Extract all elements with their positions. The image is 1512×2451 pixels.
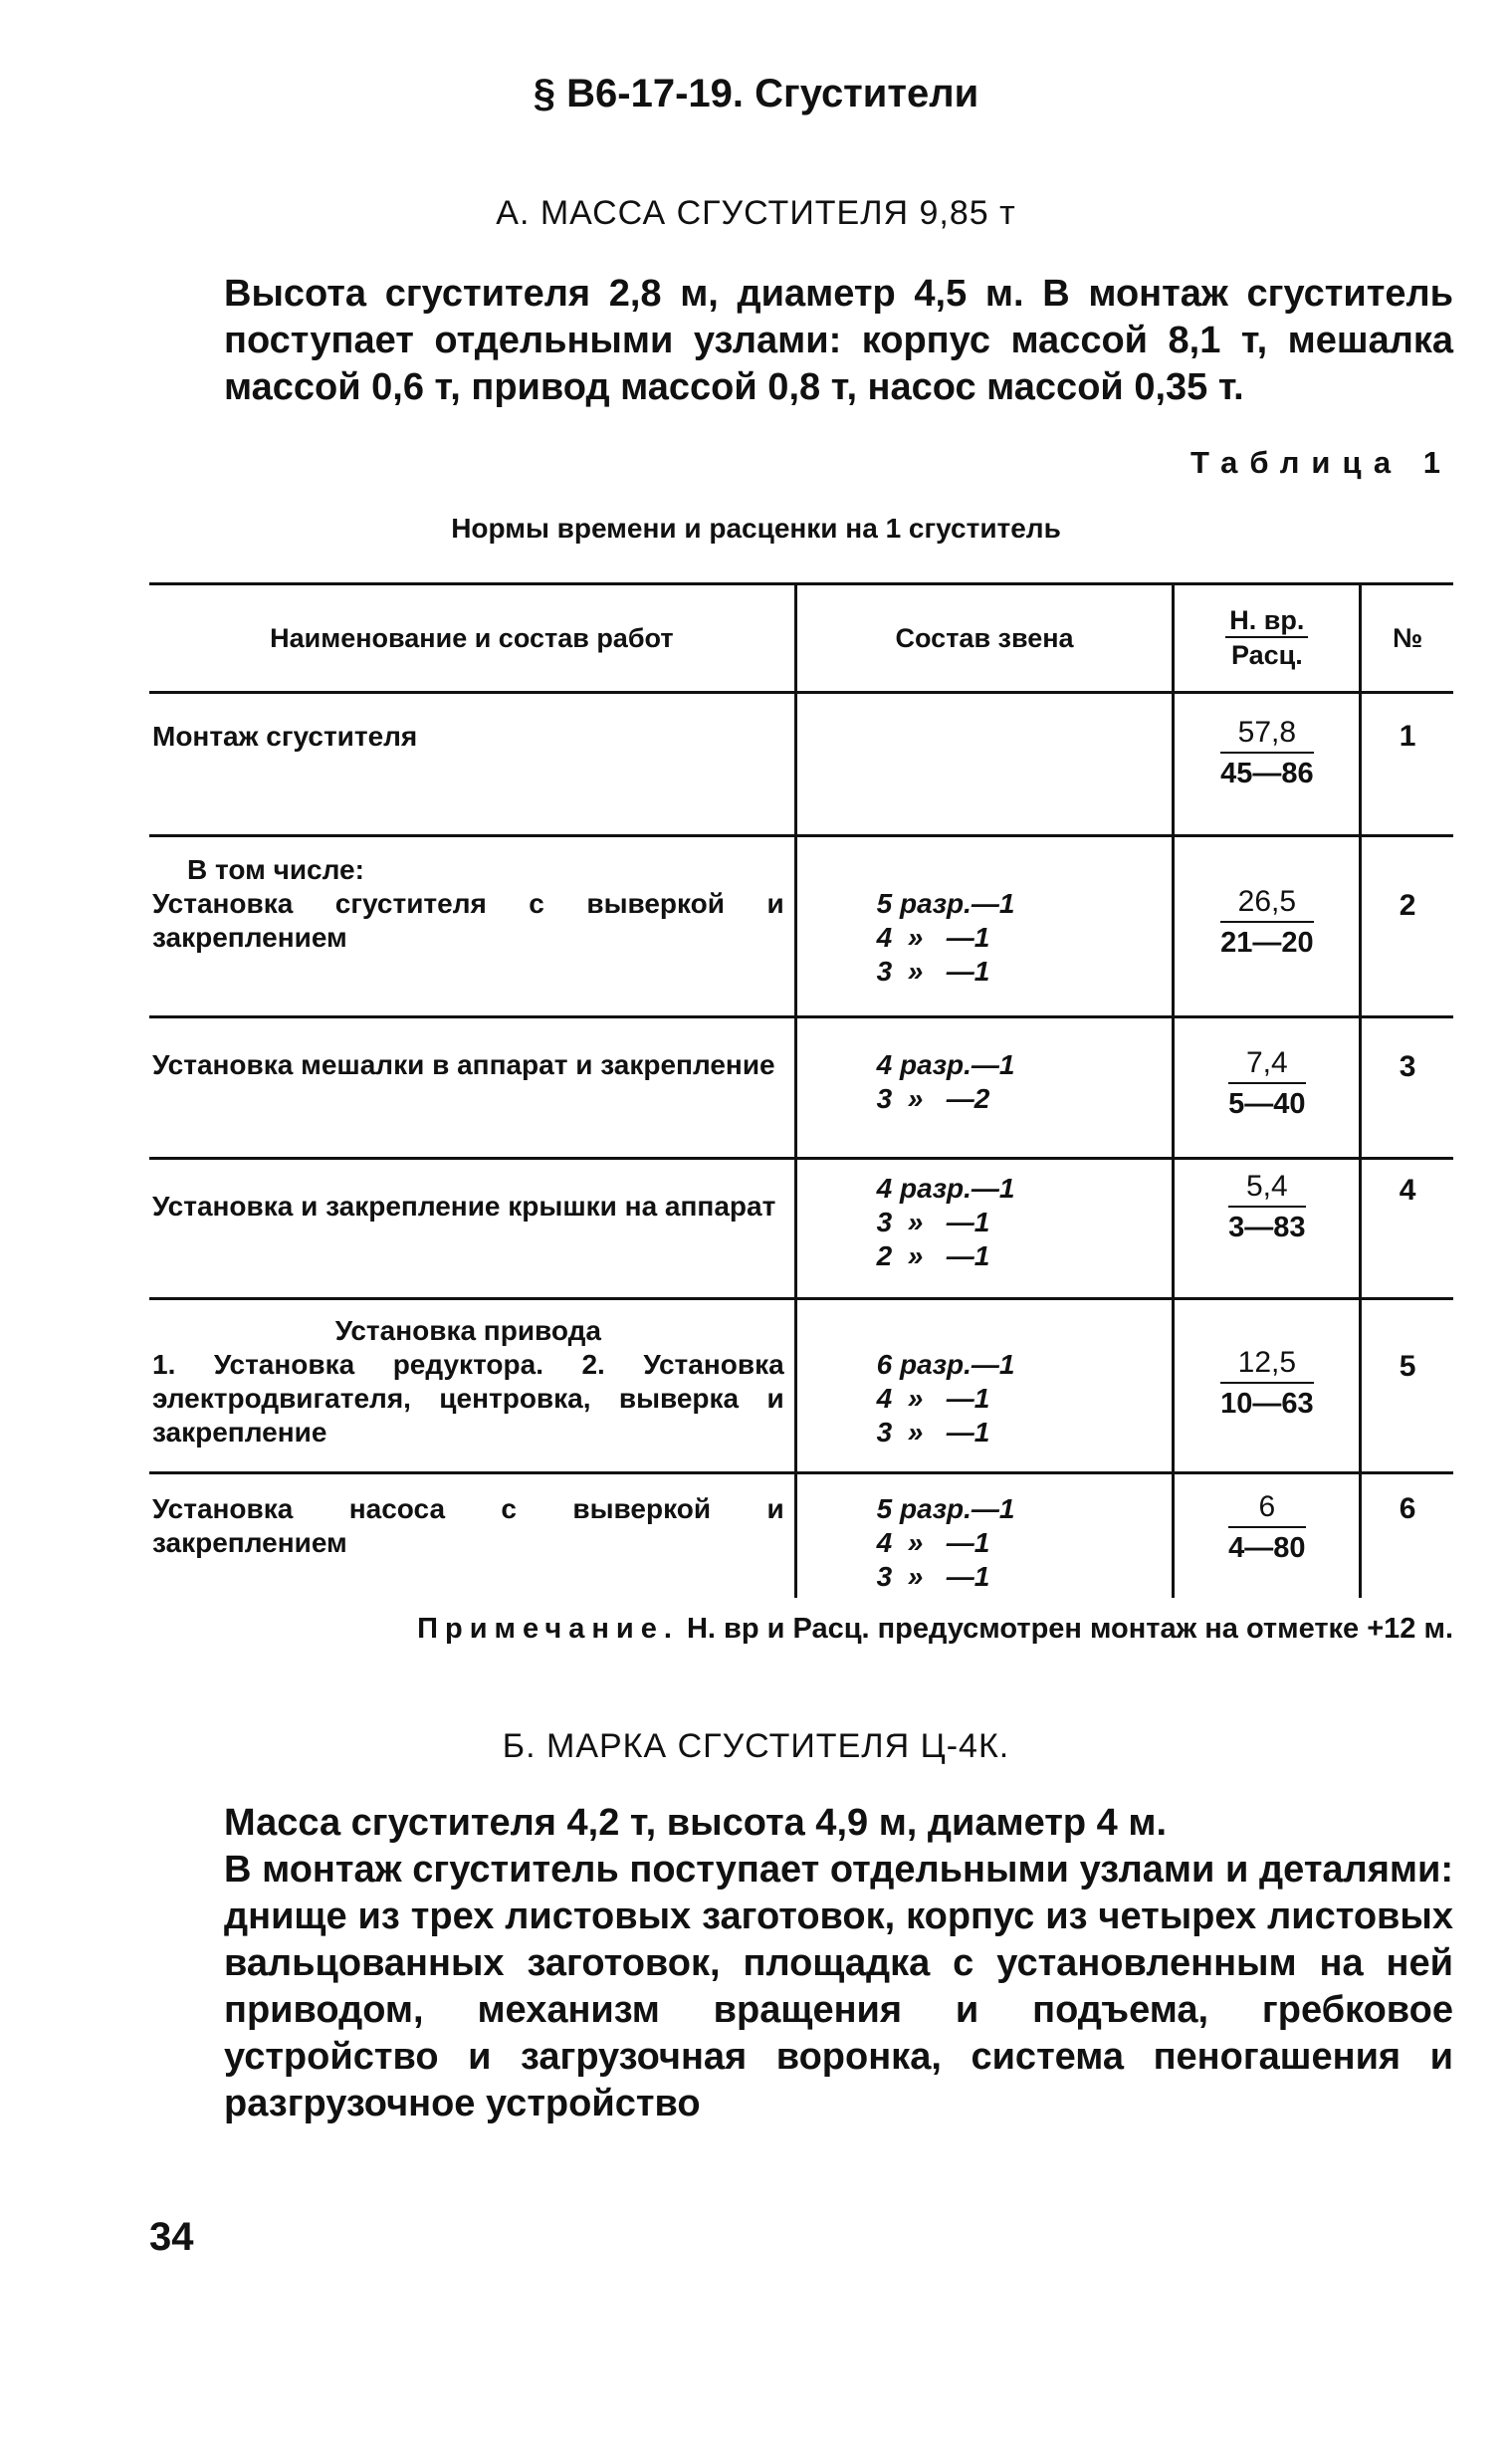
part-b-line2: В монтаж сгуститель поступает отдельными узлами и деталями: днище из трех листовых заготовок, корпус из четырех листовых вальцованных заготовок, площадка с установленным на ней приводом, механизм вращения и подъема, гребковое устройство и загрузочная воронка, система пеногашения и разгрузочное устройство xyxy=(224,1849,1453,2124)
part-b-paragraph xyxy=(149,1800,1453,2127)
row-norm xyxy=(1174,836,1361,1017)
row-rate-value: 21—20 xyxy=(1220,927,1314,959)
row-text: Установка и закрепление крышки на аппарат xyxy=(152,1191,776,1222)
row-norm xyxy=(1174,693,1361,836)
row-crew xyxy=(795,1017,1174,1159)
norms-table xyxy=(149,582,1453,1598)
crew-line: 4 » —1 xyxy=(876,1383,990,1414)
row-work xyxy=(149,1299,795,1473)
row-text: Установка сгустителя с выверкой и закреплением xyxy=(152,888,784,953)
row-norm-value: 57,8 xyxy=(1220,716,1314,754)
table-row xyxy=(149,1159,1453,1299)
row-crew xyxy=(795,836,1174,1017)
crew-line: 4 разр.—1 xyxy=(876,1049,1015,1080)
table-label: Таблица 1 xyxy=(1189,445,1452,480)
row-text: Установка мешалки в аппарат и закрепление xyxy=(152,1049,775,1080)
row-work xyxy=(149,1017,795,1159)
row-number: 1 xyxy=(1399,720,1416,753)
row-rate-value: 5—40 xyxy=(1228,1088,1306,1120)
row-norm-fraction xyxy=(1220,885,1314,960)
crew-line: 4 » —1 xyxy=(876,1527,990,1558)
row-work xyxy=(149,836,795,1017)
header-norm-fraction xyxy=(1225,605,1308,671)
row-title: Установка привода xyxy=(334,1315,601,1346)
row-crew xyxy=(795,693,1174,836)
row-number: 4 xyxy=(1399,1174,1416,1207)
row-norm xyxy=(1174,1017,1361,1159)
table-row xyxy=(149,1017,1453,1159)
crew-line: 3 » —1 xyxy=(876,956,990,987)
row-norm-fraction xyxy=(1220,716,1314,790)
row-rate-value: 10—63 xyxy=(1220,1388,1314,1420)
row-number: 2 xyxy=(1399,889,1416,922)
table-row xyxy=(149,836,1453,1017)
row-number: 3 xyxy=(1399,1050,1416,1083)
row-number: 5 xyxy=(1399,1350,1416,1383)
part-b-line1: Масса сгустителя 4,2 т, высота 4,9 м, диаметр 4 м. xyxy=(224,1802,1168,1844)
crew-line: 3 » —1 xyxy=(876,1561,990,1592)
crew-line: 6 разр.—1 xyxy=(876,1349,1015,1380)
part-b-heading: Б. МАРКА СГУСТИТЕЛЯ Ц-4К. xyxy=(502,1727,1010,1765)
row-rate-value: 3—83 xyxy=(1228,1212,1306,1243)
row-norm-fraction xyxy=(1220,1346,1314,1421)
row-intro: В том числе: xyxy=(187,854,364,885)
note-label: Примечание. xyxy=(417,1613,679,1645)
row-norm-value: 7,4 xyxy=(1228,1046,1305,1084)
row-text: 1. Установка редуктора. 2. Установка электродвигателя, центровка, выверка и закрепление xyxy=(152,1349,784,1448)
crew-line: 3 » —1 xyxy=(876,1207,990,1237)
crew-line: 2 » —1 xyxy=(876,1240,990,1271)
header-number: № xyxy=(1361,584,1453,693)
header-norm-bottom: Расц. xyxy=(1230,640,1303,670)
part-a-text: Высота сгустителя 2,8 м, диаметр 4,5 м. В монтаж сгуститель поступает отдельными узлами: корпус массой 8,1 т, мешалка массой 0,6 т, привод массой 0,8 т, насос массой 0,35 т. xyxy=(224,273,1453,408)
part-a-paragraph xyxy=(149,271,1453,411)
row-norm-value: 5,4 xyxy=(1228,1170,1305,1208)
row-norm-fraction xyxy=(1228,1170,1305,1244)
crew-line: 4 разр.—1 xyxy=(876,1173,1015,1204)
row-work xyxy=(149,1159,795,1299)
table-body xyxy=(149,693,1453,1598)
header-norm-top: Н. вр. xyxy=(1225,605,1308,638)
table-header-row xyxy=(149,584,1453,693)
row-norm xyxy=(1174,1299,1361,1473)
table-caption: Нормы времени и расценки на 1 сгуститель xyxy=(451,513,1061,544)
row-norm-value: 26,5 xyxy=(1220,885,1314,923)
page-number: 34 xyxy=(149,2215,194,2259)
row-norm-fraction xyxy=(1228,1490,1305,1565)
row-number: 6 xyxy=(1399,1492,1416,1525)
table-note xyxy=(231,1613,1453,1646)
row-work xyxy=(149,1473,795,1598)
section-title: § В6-17-19. Сгустители xyxy=(533,72,979,115)
crew-line: 3 » —1 xyxy=(876,1417,990,1448)
crew-line: 5 разр.—1 xyxy=(876,888,1015,919)
row-work xyxy=(149,693,795,836)
header-work: Наименование и состав работ xyxy=(149,584,795,693)
row-norm xyxy=(1174,1159,1361,1299)
crew-line: 4 » —1 xyxy=(876,922,990,953)
row-norm-value: 6 xyxy=(1228,1490,1305,1528)
row-norm-value: 12,5 xyxy=(1220,1346,1314,1384)
row-norm xyxy=(1174,1473,1361,1598)
crew-line: 5 разр.—1 xyxy=(876,1493,1015,1524)
table-row xyxy=(149,693,1453,836)
table-row xyxy=(149,1473,1453,1598)
row-text: Установка насоса с выверкой и закреплением xyxy=(152,1493,784,1558)
row-text: Монтаж сгустителя xyxy=(152,721,418,752)
header-norm xyxy=(1174,584,1361,693)
table-row xyxy=(149,1299,1453,1473)
note-text: Н. вр и Расц. предусмотрен монтаж на отметке +12 м. xyxy=(686,1613,1453,1645)
header-crew: Состав звена xyxy=(795,584,1174,693)
row-crew xyxy=(795,1473,1174,1598)
row-norm-fraction xyxy=(1228,1046,1305,1121)
row-rate-value: 4—80 xyxy=(1228,1532,1306,1564)
crew-line: 3 » —2 xyxy=(876,1083,990,1114)
row-rate-value: 45—86 xyxy=(1220,758,1314,789)
row-crew xyxy=(795,1299,1174,1473)
row-crew xyxy=(795,1159,1174,1299)
part-a-heading: А. МАССА СГУСТИТЕЛЯ 9,85 т xyxy=(496,194,1016,232)
